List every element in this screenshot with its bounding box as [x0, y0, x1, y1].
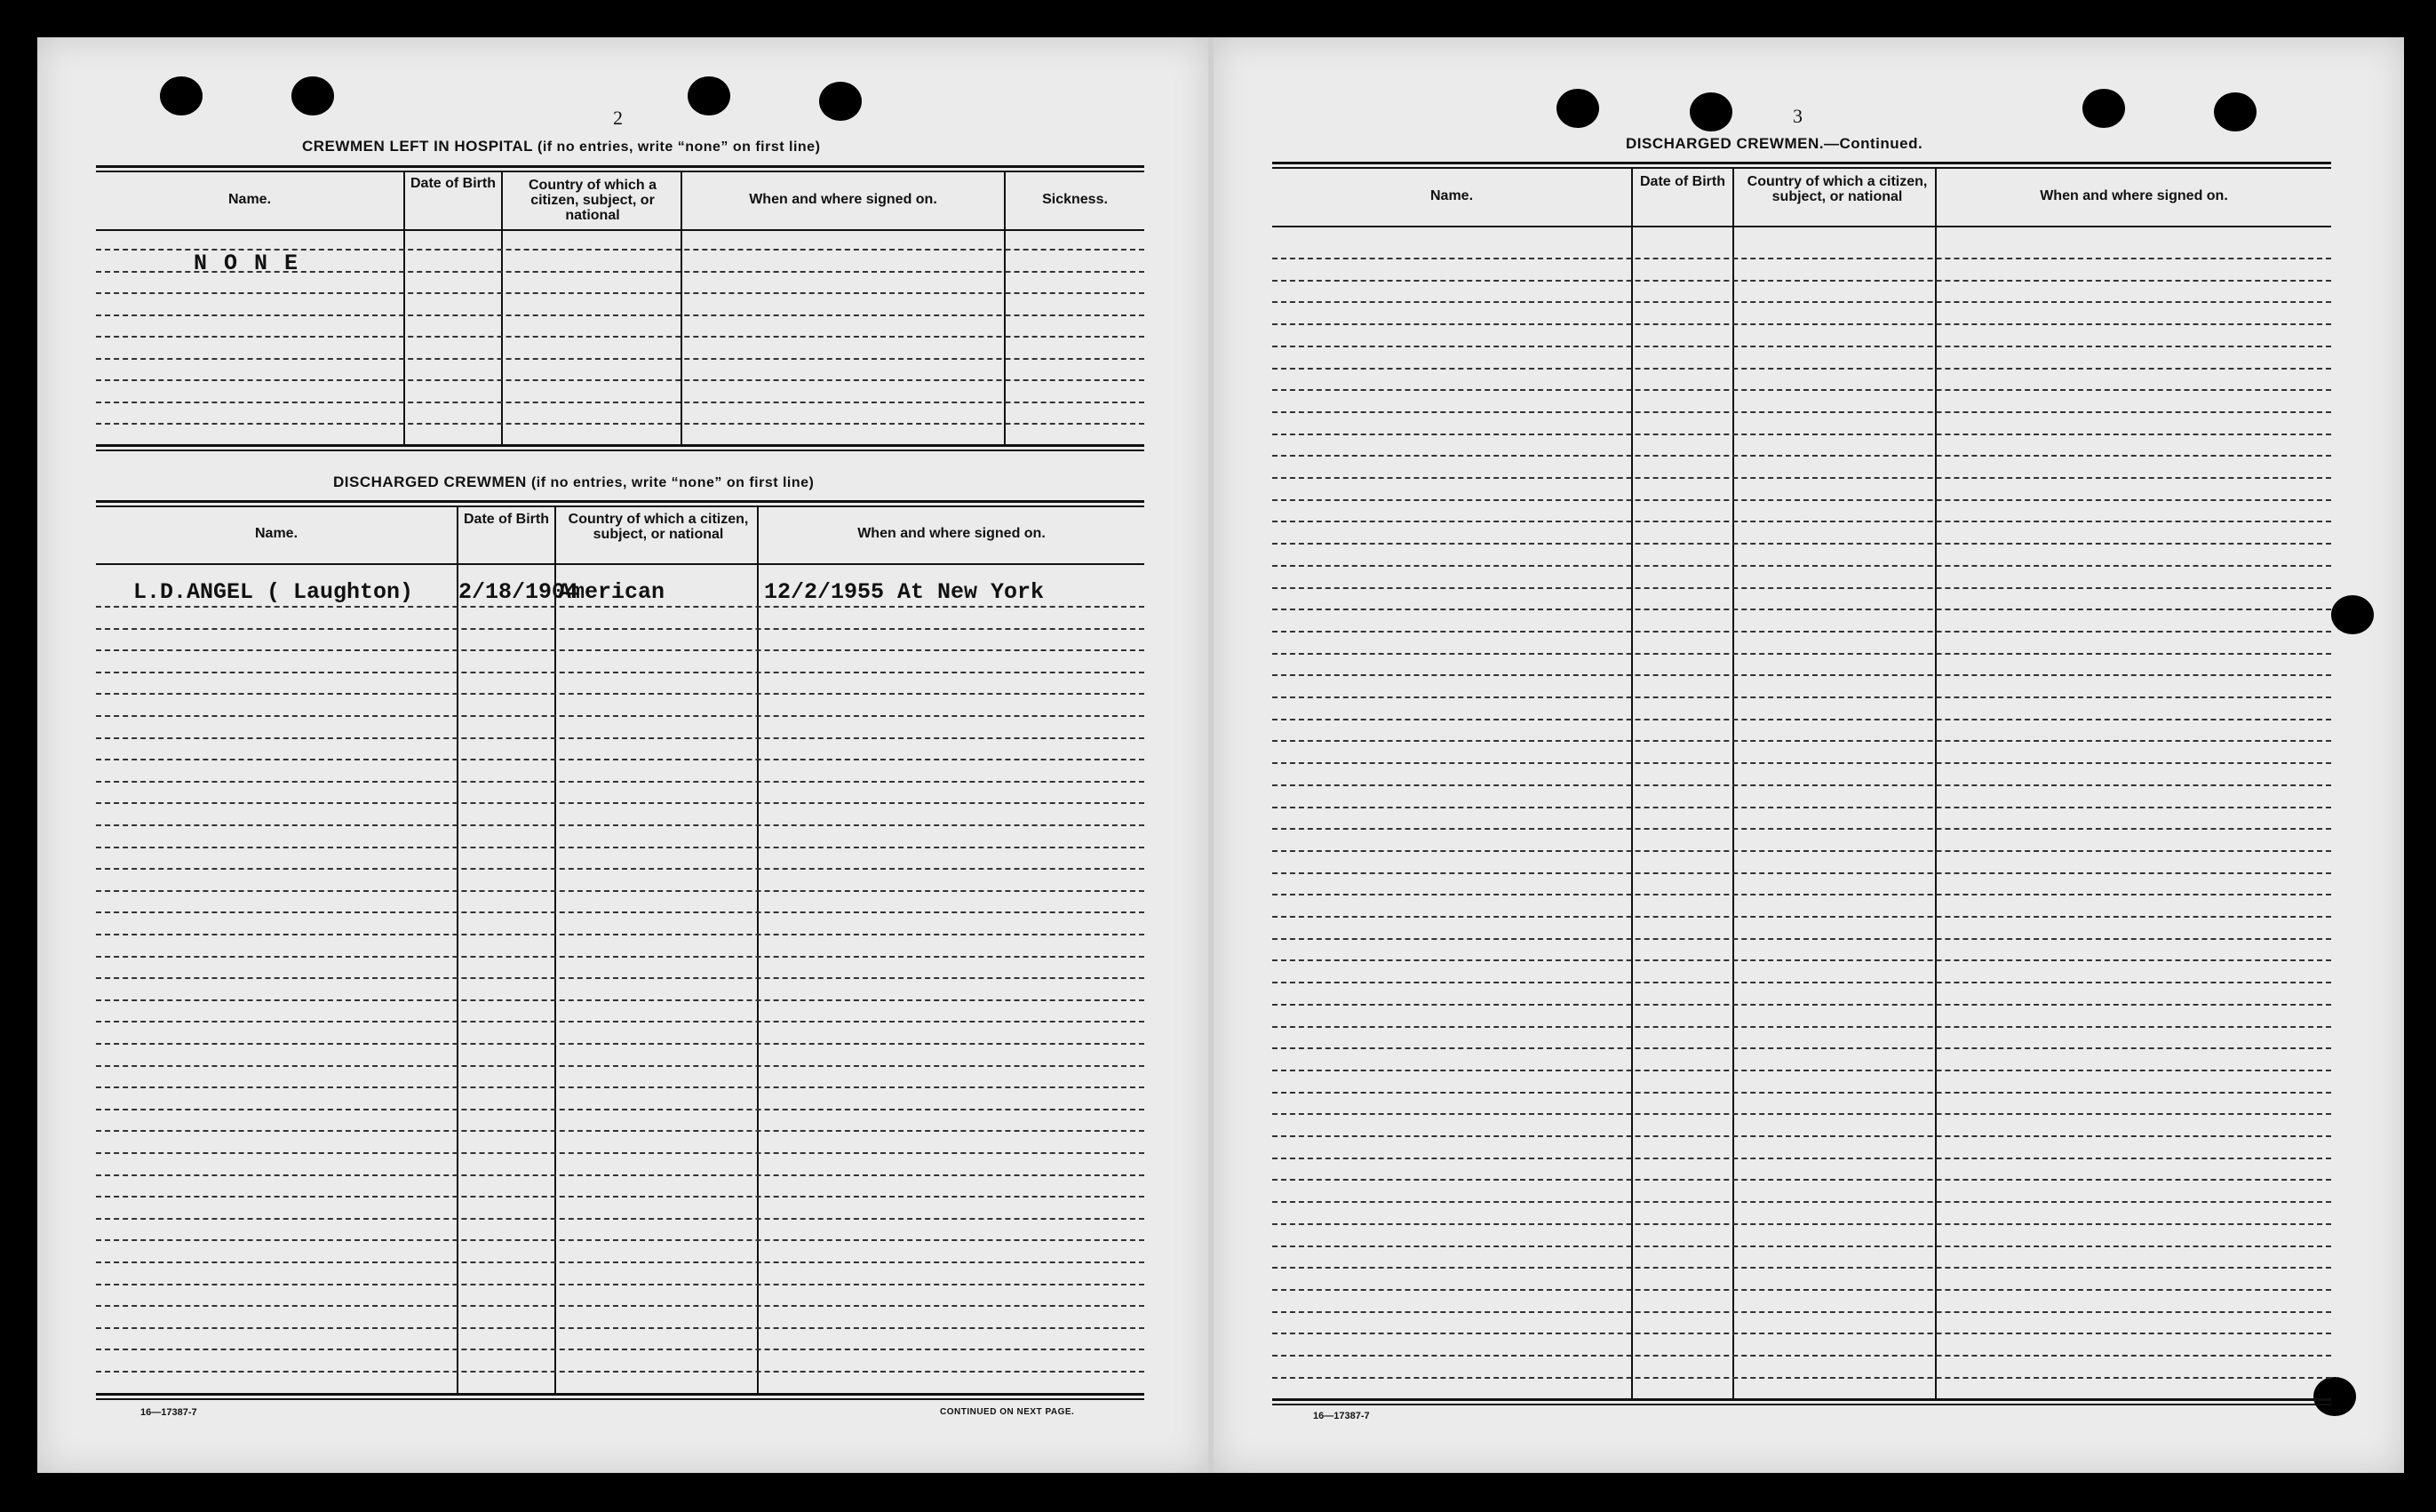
ruled-line	[1272, 1311, 2331, 1313]
ruled-line	[1272, 499, 2331, 501]
ruled-line	[96, 781, 1144, 783]
ruled-line	[1272, 1245, 2331, 1247]
ruled-line	[1272, 323, 2331, 325]
ruled-line	[96, 868, 1144, 870]
page-number: 3	[1793, 105, 1803, 127]
ruled-line	[1272, 434, 2331, 435]
punch-hole	[688, 76, 730, 115]
page-number: 2	[613, 107, 623, 129]
col-country: Country of which a citizen, subject, or national	[1747, 174, 1928, 204]
ruled-line	[1272, 543, 2331, 545]
discharged-section-title: DISCHARGED CREWMEN (if no entries, write “none” on first line)	[333, 473, 815, 490]
ruled-line	[1272, 719, 2331, 720]
col-country: Country of which a citizen, subject, or national	[529, 178, 657, 223]
ruled-line	[1272, 1377, 2331, 1379]
ruled-line	[1272, 1355, 2331, 1357]
ruled-line	[1272, 1267, 2331, 1269]
ruled-line	[96, 1152, 1144, 1154]
col-dob: Date of Birth	[410, 176, 496, 191]
punch-hole	[160, 76, 203, 115]
ruled-line	[96, 1305, 1144, 1307]
ruled-line	[1272, 1004, 2331, 1006]
ruled-line	[96, 292, 1144, 294]
ruled-line	[1272, 521, 2331, 522]
ruled-line	[96, 1043, 1144, 1045]
ruled-line	[96, 934, 1144, 935]
ruled-line	[1272, 477, 2331, 479]
hospital-table-bottom-rule	[96, 444, 1144, 451]
ruled-line	[1272, 1223, 2331, 1225]
ruled-line	[1272, 1158, 2331, 1159]
ruled-line	[1272, 1113, 2331, 1115]
ruled-line	[96, 336, 1144, 338]
ruled-line	[96, 672, 1144, 673]
col-signed: When and where signed on.	[857, 526, 1046, 541]
punch-hole	[1556, 89, 1599, 128]
ruled-line	[96, 737, 1144, 739]
col-dob: Date of Birth	[464, 512, 549, 527]
ruled-line	[96, 1327, 1144, 1329]
ruled-line	[1272, 982, 2331, 983]
col-name: Name.	[254, 526, 299, 541]
punch-hole	[2331, 595, 2374, 634]
ruled-line	[1272, 916, 2331, 918]
punch-hole	[819, 82, 862, 121]
ruled-line	[1272, 565, 2331, 567]
ruled-line	[96, 999, 1144, 1001]
ruled-line	[1272, 894, 2331, 895]
ruled-line	[1272, 368, 2331, 370]
ruled-line	[96, 606, 1144, 608]
ruled-line	[96, 1065, 1144, 1067]
ruled-line	[96, 358, 1144, 360]
ruled-line	[96, 890, 1144, 892]
ruled-line	[96, 1349, 1144, 1350]
col-signed: When and where signed on.	[2040, 188, 2228, 203]
ruled-line	[96, 1174, 1144, 1176]
ruled-line	[96, 1239, 1144, 1241]
crew-name: L.D.ANGEL ( Laughton)	[133, 579, 414, 605]
crew-country: American	[558, 579, 665, 605]
ruled-line	[96, 824, 1144, 826]
ruled-line	[96, 649, 1144, 651]
ruled-line	[1272, 280, 2331, 282]
ruled-line	[1272, 653, 2331, 655]
col-sickness: Sickness.	[1042, 192, 1108, 207]
hospital-entry: N O N E	[194, 251, 300, 276]
ruled-line	[96, 1284, 1144, 1285]
ruled-line	[96, 847, 1144, 848]
ruled-line	[1272, 1289, 2331, 1291]
ruled-line	[1272, 455, 2331, 457]
hospital-section-title: CREWMEN LEFT IN HOSPITAL (if no entries, write “none” on first line)	[302, 138, 821, 155]
ruled-line	[1272, 1333, 2331, 1334]
ruled-line	[1272, 938, 2331, 940]
ruled-line	[96, 1086, 1144, 1088]
ruled-line	[96, 911, 1144, 913]
ruled-line	[1272, 807, 2331, 808]
ruled-line	[1272, 1070, 2331, 1071]
ruled-line	[96, 802, 1144, 804]
col-country: Country of which a citizen, subject, or national	[568, 512, 749, 542]
ruled-line	[1272, 762, 2331, 764]
discharged-table-bottom-rule	[96, 1393, 1144, 1400]
ruled-line	[96, 1196, 1144, 1198]
punch-hole	[291, 76, 334, 115]
discharged-continued-title: DISCHARGED CREWMEN.—Continued.	[1626, 135, 1923, 152]
ruled-line	[1272, 1047, 2331, 1049]
ruled-line	[1272, 740, 2331, 742]
ruled-line	[96, 402, 1144, 403]
col-signed: When and where signed on.	[749, 192, 937, 207]
ruled-line	[1272, 784, 2331, 786]
ruled-line	[1272, 609, 2331, 610]
ruled-line	[1272, 346, 2331, 347]
ruled-line	[1272, 301, 2331, 303]
ruled-line	[1272, 872, 2331, 874]
ruled-line	[1272, 389, 2331, 391]
ruled-line	[96, 379, 1144, 381]
crew-signed-on: 12/2/1955 At New York	[764, 579, 1045, 605]
punch-hole	[2082, 89, 2125, 128]
form-number: 16—17387-7	[1313, 1411, 1370, 1421]
ruled-line	[1272, 587, 2331, 589]
right-table-top-rule	[1272, 162, 2331, 169]
hospital-table-top-rule	[96, 165, 1144, 172]
ruled-line	[1272, 1092, 2331, 1094]
ruled-line	[1272, 1201, 2331, 1203]
ruled-line	[1272, 828, 2331, 830]
col-dob: Date of Birth	[1640, 174, 1725, 189]
ruled-line	[96, 1130, 1144, 1132]
ruled-line	[96, 977, 1144, 979]
discharged-table-top-rule	[96, 500, 1144, 507]
ruled-line	[1272, 850, 2331, 852]
right-table-bottom-rule	[1272, 1398, 2331, 1405]
ruled-line	[1272, 411, 2331, 413]
col-name: Name.	[227, 192, 272, 207]
ruled-line	[1272, 631, 2331, 633]
right-page	[1214, 37, 2404, 1473]
ruled-line	[1272, 1135, 2331, 1137]
ruled-line	[1272, 1026, 2331, 1028]
ruled-line	[1272, 959, 2331, 961]
ruled-line	[96, 628, 1144, 630]
ruled-line	[96, 956, 1144, 958]
crew-dob: 2/18/1904	[458, 579, 579, 605]
col-name: Name.	[1429, 188, 1474, 203]
ruled-line	[96, 1218, 1144, 1220]
ruled-line	[1272, 258, 2331, 259]
continued-note: CONTINUED ON NEXT PAGE.	[940, 1407, 1075, 1417]
ruled-line	[1272, 1179, 2331, 1181]
ruled-line	[96, 715, 1144, 717]
form-number: 16—17387-7	[140, 1407, 197, 1418]
ruled-line	[96, 1261, 1144, 1263]
ruled-line	[1272, 674, 2331, 676]
punch-hole	[2214, 92, 2257, 131]
ruled-line	[96, 314, 1144, 316]
punch-hole	[1690, 92, 1732, 131]
ruled-line	[1272, 696, 2331, 698]
ruled-line	[96, 423, 1144, 425]
ruled-line	[96, 1109, 1144, 1110]
ruled-line	[96, 1021, 1144, 1023]
ruled-line	[96, 1371, 1144, 1373]
ruled-line	[96, 759, 1144, 760]
ruled-line	[96, 693, 1144, 695]
punch-hole	[2313, 1377, 2356, 1416]
